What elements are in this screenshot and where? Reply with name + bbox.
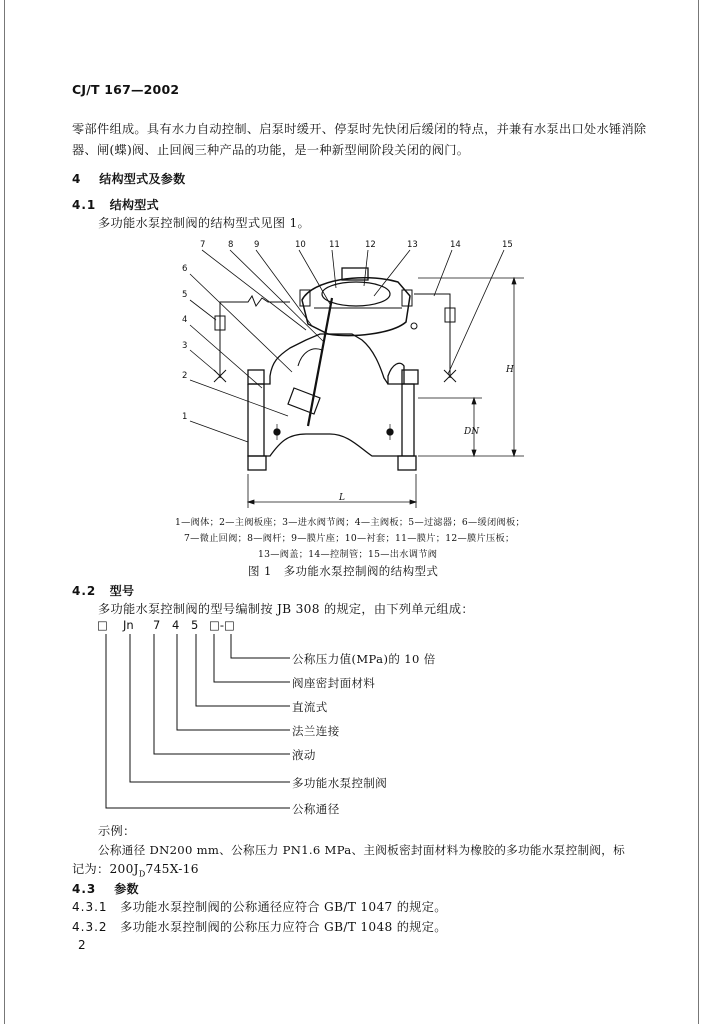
callout-15: 15 bbox=[502, 240, 513, 250]
section-4-3-1-text: 多功能水泵控制阀的公称通径应符合 GB/T 1047 的规定。 bbox=[120, 900, 447, 914]
section-4-1-heading bbox=[72, 196, 159, 213]
example-line-2 bbox=[72, 860, 199, 878]
example-line-1: 公称通径 DN200 mm、公称压力 PN1.6 MPa、主阀板密封面材料为橡胶的多功能水泵控制阀，标 bbox=[98, 843, 626, 857]
intro-line-1: 零部件组成。具有水力自动控制、启泵时缓开、停泵时先快闭后缓闭的特点，并兼有水泵出口处水锤消除 bbox=[72, 122, 647, 136]
figure-legend-line-1: 1—阀体；2—主阀板座；3—进水阀节阀；4—主阀板；5—过滤器；6—缓闭阀板； bbox=[175, 517, 525, 528]
callout-2: 2 bbox=[182, 371, 188, 381]
section-4-2-heading bbox=[72, 582, 134, 599]
figure-caption: 图 1 多功能水泵控制阀的结构型式 bbox=[248, 564, 439, 578]
example-label: 示例： bbox=[98, 824, 136, 838]
code-char-structure: 5 bbox=[191, 618, 199, 632]
figure-legend-line-2: 7—微止回阀；8—阀杆；9—膜片座；10—衬套；11—膜片；12—膜片压板； bbox=[184, 533, 515, 544]
example-line-2-subscript: D bbox=[138, 869, 146, 879]
callout-3: 3 bbox=[182, 341, 188, 351]
section-4-1-number: 4.1 bbox=[72, 198, 97, 212]
section-4-1-text: 多功能水泵控制阀的结构型式见图 1。 bbox=[98, 216, 311, 230]
section-4-3-heading bbox=[72, 880, 139, 897]
callout-1: 1 bbox=[182, 412, 188, 422]
callout-8: 8 bbox=[228, 240, 234, 250]
code-label-flange: 法兰连接 bbox=[292, 724, 340, 738]
section-4-1-title: 结构型式 bbox=[109, 198, 159, 212]
callout-5: 5 bbox=[182, 290, 188, 300]
page-edge-right bbox=[698, 0, 699, 1024]
section-4-3-1 bbox=[72, 898, 447, 915]
section-4-3-1-number: 4.3.1 bbox=[72, 900, 108, 914]
section-4-number: 4 bbox=[72, 172, 82, 186]
figure-legend-line-3: 13—阀盖；14—控制管；15—出水调节阀 bbox=[258, 549, 438, 560]
code-label-seat-material: 阀座密封面材料 bbox=[292, 676, 376, 690]
valve-structure-drawing bbox=[152, 238, 542, 510]
example-line-2-head: 记为：200J bbox=[72, 862, 139, 876]
standard-code-header: CJ/T 167—2002 bbox=[72, 82, 180, 97]
code-char-drive: 7 bbox=[153, 618, 161, 632]
code-char-type: Jn bbox=[123, 618, 134, 632]
section-4-2-title: 型号 bbox=[109, 584, 135, 598]
dimension-h-label: H bbox=[506, 365, 514, 375]
model-code-connector-lines bbox=[90, 634, 310, 816]
code-char-material-pressure: □-□ bbox=[209, 618, 235, 632]
callout-14: 14 bbox=[450, 240, 461, 250]
code-char-connection: 4 bbox=[172, 618, 180, 632]
callout-9: 9 bbox=[254, 240, 260, 250]
callout-6: 6 bbox=[182, 264, 188, 274]
code-label-valve-name: 多功能水泵控制阀 bbox=[292, 776, 388, 790]
callout-7: 7 bbox=[200, 240, 206, 250]
section-4-2-number: 4.2 bbox=[72, 584, 97, 598]
code-label-hydraulic: 液动 bbox=[292, 748, 316, 762]
page-edge-left bbox=[4, 0, 5, 1024]
section-4-heading bbox=[72, 170, 185, 187]
callout-4: 4 bbox=[182, 315, 188, 325]
section-4-3-2 bbox=[72, 918, 447, 935]
dimension-l-label: L bbox=[339, 493, 345, 503]
section-4-3-2-number: 4.3.2 bbox=[72, 920, 108, 934]
callout-10: 10 bbox=[295, 240, 306, 250]
section-4-title: 结构型式及参数 bbox=[99, 172, 186, 186]
code-label-pressure: 公称压力值(MPa)的 10 倍 bbox=[292, 652, 436, 666]
callout-11: 11 bbox=[329, 240, 340, 250]
example-line-2-tail: 745X-16 bbox=[145, 862, 199, 876]
code-label-straight-through: 直流式 bbox=[292, 700, 328, 714]
section-4-3-title: 参数 bbox=[114, 882, 139, 896]
code-char-nominal-size: □ bbox=[97, 618, 108, 632]
section-4-3-2-text: 多功能水泵控制阀的公称压力应符合 GB/T 1048 的规定。 bbox=[120, 920, 447, 934]
dimension-dn-label: DN bbox=[464, 427, 480, 437]
page-number: 2 bbox=[78, 938, 86, 952]
intro-line-2: 器、闸(蝶)阀、止回阀三种产品的功能，是一种新型闸阶段关闭的阀门。 bbox=[72, 143, 470, 157]
section-4-2-text: 多功能水泵控制阀的型号编制按 JB 308 的规定，由下列单元组成： bbox=[98, 602, 474, 616]
callout-13: 13 bbox=[407, 240, 418, 250]
callout-12: 12 bbox=[365, 240, 376, 250]
code-label-nominal-size: 公称通径 bbox=[292, 802, 340, 816]
section-4-3-number: 4.3 bbox=[72, 882, 97, 896]
